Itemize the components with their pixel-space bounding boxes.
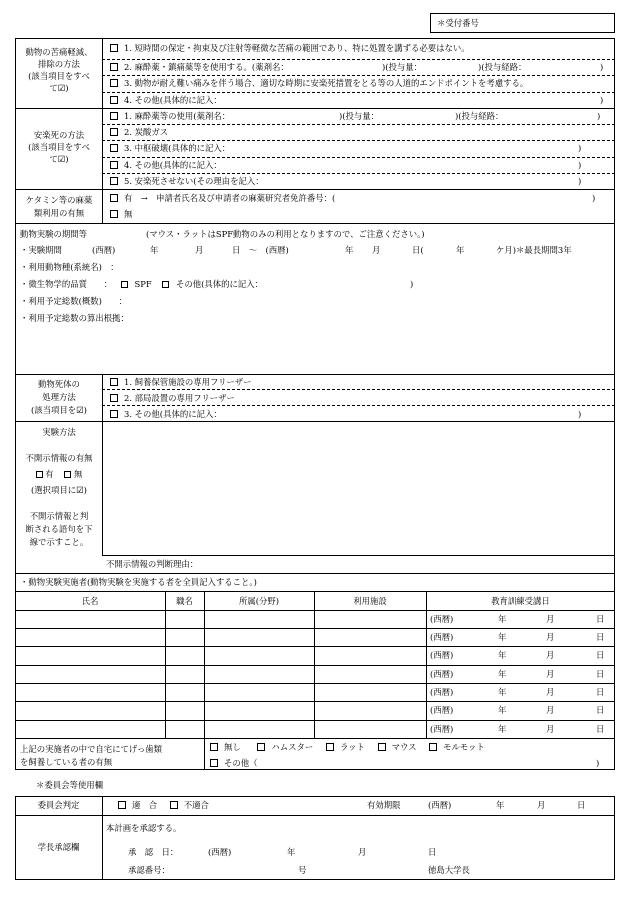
pain-option-1[interactable]: 1. 短時間の保定・拘束及び注射等軽微な苦痛の範囲であり、特に処置を講ずる必要はない。 <box>110 43 470 54</box>
total-count-field[interactable]: ・利用予定総数(概数) ： <box>20 296 128 306</box>
rodents-other[interactable]: その他（ <box>210 758 258 769</box>
president-label: 徳島大学長 <box>428 865 470 875</box>
ketamine-no[interactable]: 無 <box>110 209 132 220</box>
main-form-table <box>15 38 615 770</box>
disclose-options[interactable]: 有 無 <box>16 469 102 480</box>
disclose-title: 不開示情報の有無 <box>25 453 93 463</box>
disclose-instruction: 不開示情報と判 断される語句を下 線で示すこと。 <box>25 511 93 547</box>
euth-option-4[interactable]: 4. その他(具体的に記入： <box>110 160 222 171</box>
rodents-label: 上記の実施者の中で自宅にてげっ歯類 を飼養している者の有無 <box>20 744 162 767</box>
period-note: (マウス・ラットはSPF動物のみの利用となりますので、ご注意ください。) <box>146 229 425 239</box>
microbial-quality-row[interactable]: ・微生物学的品質 ： SPF その他(具体的に記入： <box>20 279 264 289</box>
pain-option-4[interactable]: 4. その他(具体的に記入： <box>110 95 222 106</box>
header-facility: 利用施設 <box>353 596 387 606</box>
carcass-option-2[interactable]: 2. 部局設置の専用フリーザー <box>110 393 235 404</box>
count-basis-field[interactable]: ・利用予定総数の算出根拠： <box>20 313 129 323</box>
approval-label: 学長承認欄 <box>37 842 80 852</box>
pain-option-2[interactable]: 2. 麻酔薬・鎮痛薬等を使用する。(薬剤名： <box>110 62 289 73</box>
euth-option-5[interactable]: 5. 安楽死させない(その理由を記入： <box>110 176 264 187</box>
disclose-select-note: (選択項目に☑) <box>31 485 87 495</box>
disclose-reason-field[interactable]: 不開示情報の判断理由： <box>106 559 199 569</box>
species-field[interactable]: ・利用動物種(系統名) ： <box>20 262 119 272</box>
pain-label: 動物の苦痛軽減、 排除の方法 (該当項目をすべ て☑) <box>25 47 93 93</box>
header-name: 氏名 <box>81 596 99 606</box>
pain-option-3[interactable]: 3. 動物が耐え難い痛みを伴う場合、適切な時期に安楽死措置をとる等の人道的エンドポイントを考慮する。 <box>110 78 528 89</box>
header-title: 職名 <box>176 596 193 606</box>
pain-option-2-dose: )(投与量： <box>382 62 423 72</box>
staff-title: ・動物実験実施者(動物実験を実施する者を全員記入すること。) <box>20 577 257 587</box>
approval-text: 本計画を承認する。 <box>106 823 182 833</box>
ketamine-yes[interactable]: 有 → 申請者氏名及び申請者の麻薬研究者免許番号：( <box>110 193 335 204</box>
method-text-area[interactable] <box>103 422 614 554</box>
receipt-number-box[interactable] <box>430 13 615 33</box>
euthanasia-label: 安楽死の方法 (該当項目をすべ て☑) <box>28 130 90 164</box>
euth-option-1[interactable]: 1. 麻酔薬等の使用(薬剤名： <box>110 111 230 122</box>
header-affiliation: 所属(分野) <box>238 596 280 606</box>
committee-table <box>15 796 615 880</box>
carcass-label: 動物死体の 処理方法 (該当項目を☑) <box>31 379 87 415</box>
method-title: 実験方法 <box>42 427 76 437</box>
committee-heading: ＊委員会等使用欄 <box>36 780 103 790</box>
rodents-options[interactable]: 無し ハムスター ラット マウス モルモット <box>210 742 485 753</box>
ketamine-label: ケタミン等の麻薬 類利用の有無 <box>25 195 93 218</box>
carcass-option-1[interactable]: 1. 飼養保管施設の専用フリーザー <box>110 377 252 388</box>
euth-option-2[interactable]: 2. 炭酸ガス <box>110 127 168 138</box>
header-training-date: 教育訓練受講日 <box>491 596 550 606</box>
carcass-option-3[interactable]: 3. その他(具体的に記入： <box>110 409 222 420</box>
committee-judge-options[interactable]: 適 合 不適合 <box>118 800 209 811</box>
euth-option-3[interactable]: 3. 中枢破壊(具体的に記入： <box>110 143 230 154</box>
pain-option-2-route: )(投与経路： <box>478 62 527 72</box>
receipt-number-label: ＊受付番号 <box>437 18 479 28</box>
committee-judge-label: 委員会判定 <box>37 800 80 810</box>
period-title: 動物実験の期間等 <box>20 229 87 239</box>
